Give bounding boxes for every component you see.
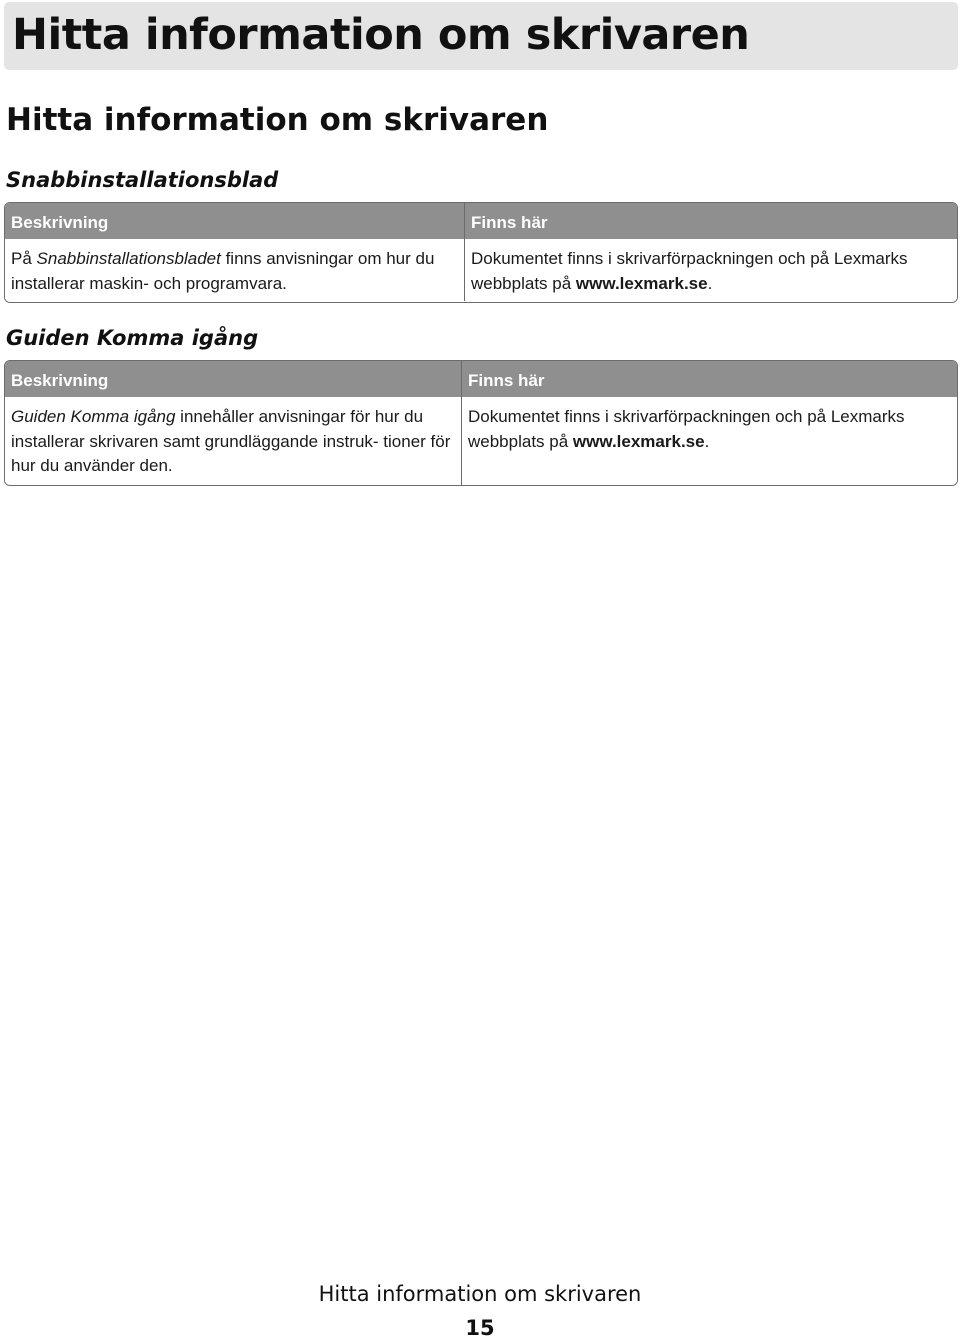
location-end: . [704,431,710,451]
column-header-location: Finns här [471,213,548,232]
table-header-row [5,203,957,239]
table-row [5,239,957,302]
page-number: 15 [465,1316,495,1340]
description-text: finns anvisningar om hur du installerar maskin- och programvara. [11,249,435,293]
lexmark-website-link[interactable]: www.lexmark.se [572,431,705,451]
subsection-title-getting-started: Guiden Komma igång [6,326,259,350]
chapter-banner [4,2,958,70]
column-header-description: Beskrivning [5,203,465,239]
info-table-getting-started [4,360,958,486]
description-prefix: På [11,249,37,268]
description-text: innehåller anvisningar för hur du installerar skrivaren samt grundläggande instruk- tioner för hur du använder den. [11,407,451,475]
subsection-title-quick-setup: Snabbinstallationsblad [6,168,279,192]
column-header-location: Finns här [468,371,545,390]
footer-title: Hitta information om skrivaren [318,1282,642,1306]
info-table-quick-setup [4,202,958,303]
table-header-row [5,361,957,397]
description-doc-name: Snabbinstallationsbladet [36,249,221,268]
description-cell [5,397,462,485]
location-text: Dokumentet finns i skrivarförpackningen och på Lexmarks webbplats på [468,407,905,451]
lexmark-website-link[interactable]: www.lexmark.se [575,273,708,293]
section-title: Hitta information om skrivaren [6,102,549,138]
table-row [5,397,957,485]
description-doc-name: Guiden Komma igång [11,407,176,426]
location-text: Dokumentet finns i skrivarförpackningen och på Lexmarks webbplats på [471,249,908,293]
location-end: . [707,273,713,293]
location-cell [462,397,957,485]
chapter-title: Hitta information om skrivaren [12,10,750,60]
column-header-description: Beskrivning [5,361,462,397]
description-cell [5,239,465,301]
location-cell [465,239,957,302]
